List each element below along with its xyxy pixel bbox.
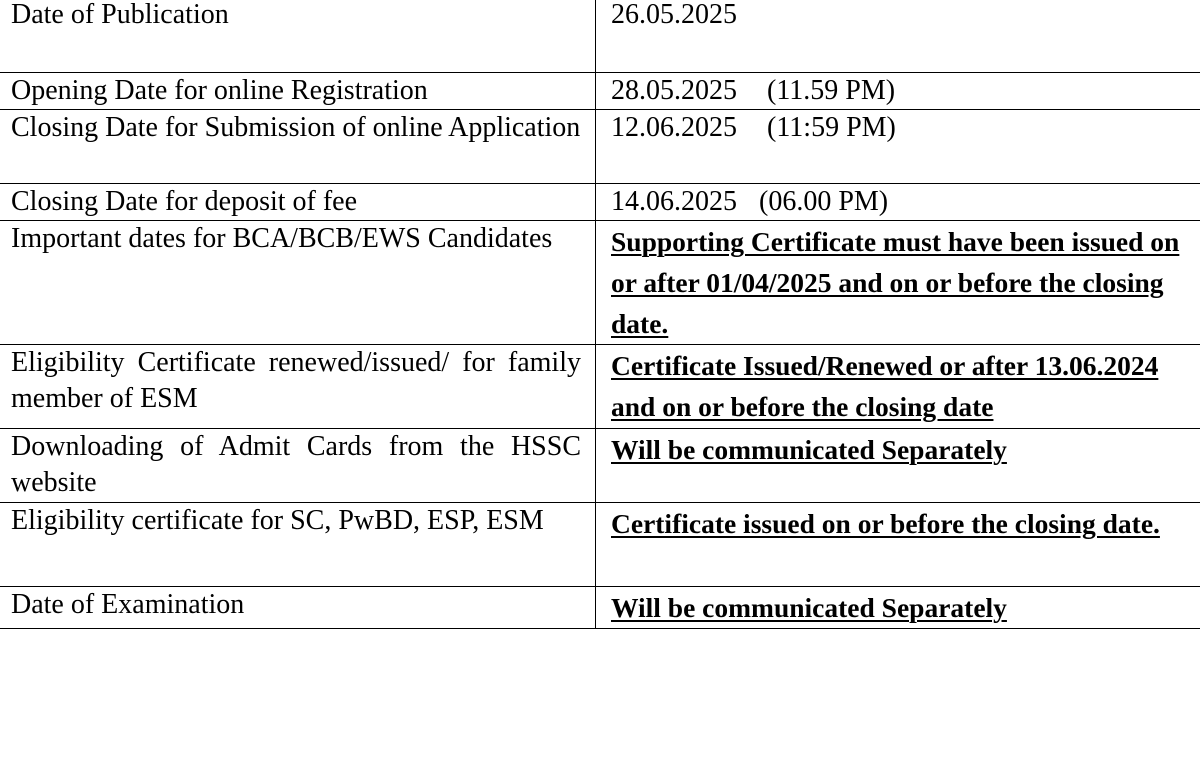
row-label: Date of Publication bbox=[0, 0, 596, 73]
row-time: (06.00 PM) bbox=[759, 186, 889, 217]
table-row bbox=[0, 0, 1200, 73]
row-label: Opening Date for online Registration bbox=[0, 73, 596, 110]
row-value: Supporting Certificate must have been issued on or after 01/04/2025 and on or before the closing date. bbox=[596, 221, 1200, 345]
row-label: Downloading of Admit Cards from the HSSC website bbox=[0, 429, 596, 503]
row-date: 12.06.2025 bbox=[611, 112, 737, 143]
table-row bbox=[0, 345, 1200, 429]
row-date: 28.05.2025 bbox=[611, 75, 737, 106]
row-date: 14.06.2025 bbox=[611, 186, 737, 217]
row-label: Closing Date for deposit of fee bbox=[0, 184, 596, 221]
row-label: Date of Examination bbox=[0, 587, 596, 629]
row-value: Will be communicated Separately bbox=[596, 429, 1200, 503]
row-label: Eligibility Certificate renewed/issued/ for family member of ESM bbox=[0, 345, 596, 429]
row-label: Closing Date for Submission of online Application bbox=[0, 110, 596, 184]
table-row bbox=[0, 587, 1200, 629]
table-row bbox=[0, 73, 1200, 110]
row-value bbox=[596, 110, 1200, 184]
table-row bbox=[0, 221, 1200, 345]
row-value: 26.05.2025 bbox=[596, 0, 1200, 73]
row-value: Certificate issued on or before the closing date. bbox=[596, 503, 1200, 587]
row-value: Certificate Issued/Renewed or after 13.06.2024 and on or before the closing date bbox=[596, 345, 1200, 429]
row-value bbox=[596, 73, 1200, 110]
row-label: Eligibility certificate for SC, PwBD, ESP, ESM bbox=[0, 503, 596, 587]
row-label: Important dates for BCA/BCB/EWS Candidates bbox=[0, 221, 596, 345]
row-value: Will be communicated Separately bbox=[596, 587, 1200, 629]
table-row bbox=[0, 110, 1200, 184]
table-row bbox=[0, 429, 1200, 503]
row-time: (11.59 PM) bbox=[767, 75, 896, 106]
row-value bbox=[596, 184, 1200, 221]
table-row bbox=[0, 184, 1200, 221]
table-row bbox=[0, 503, 1200, 587]
row-time: (11:59 PM) bbox=[767, 112, 896, 143]
